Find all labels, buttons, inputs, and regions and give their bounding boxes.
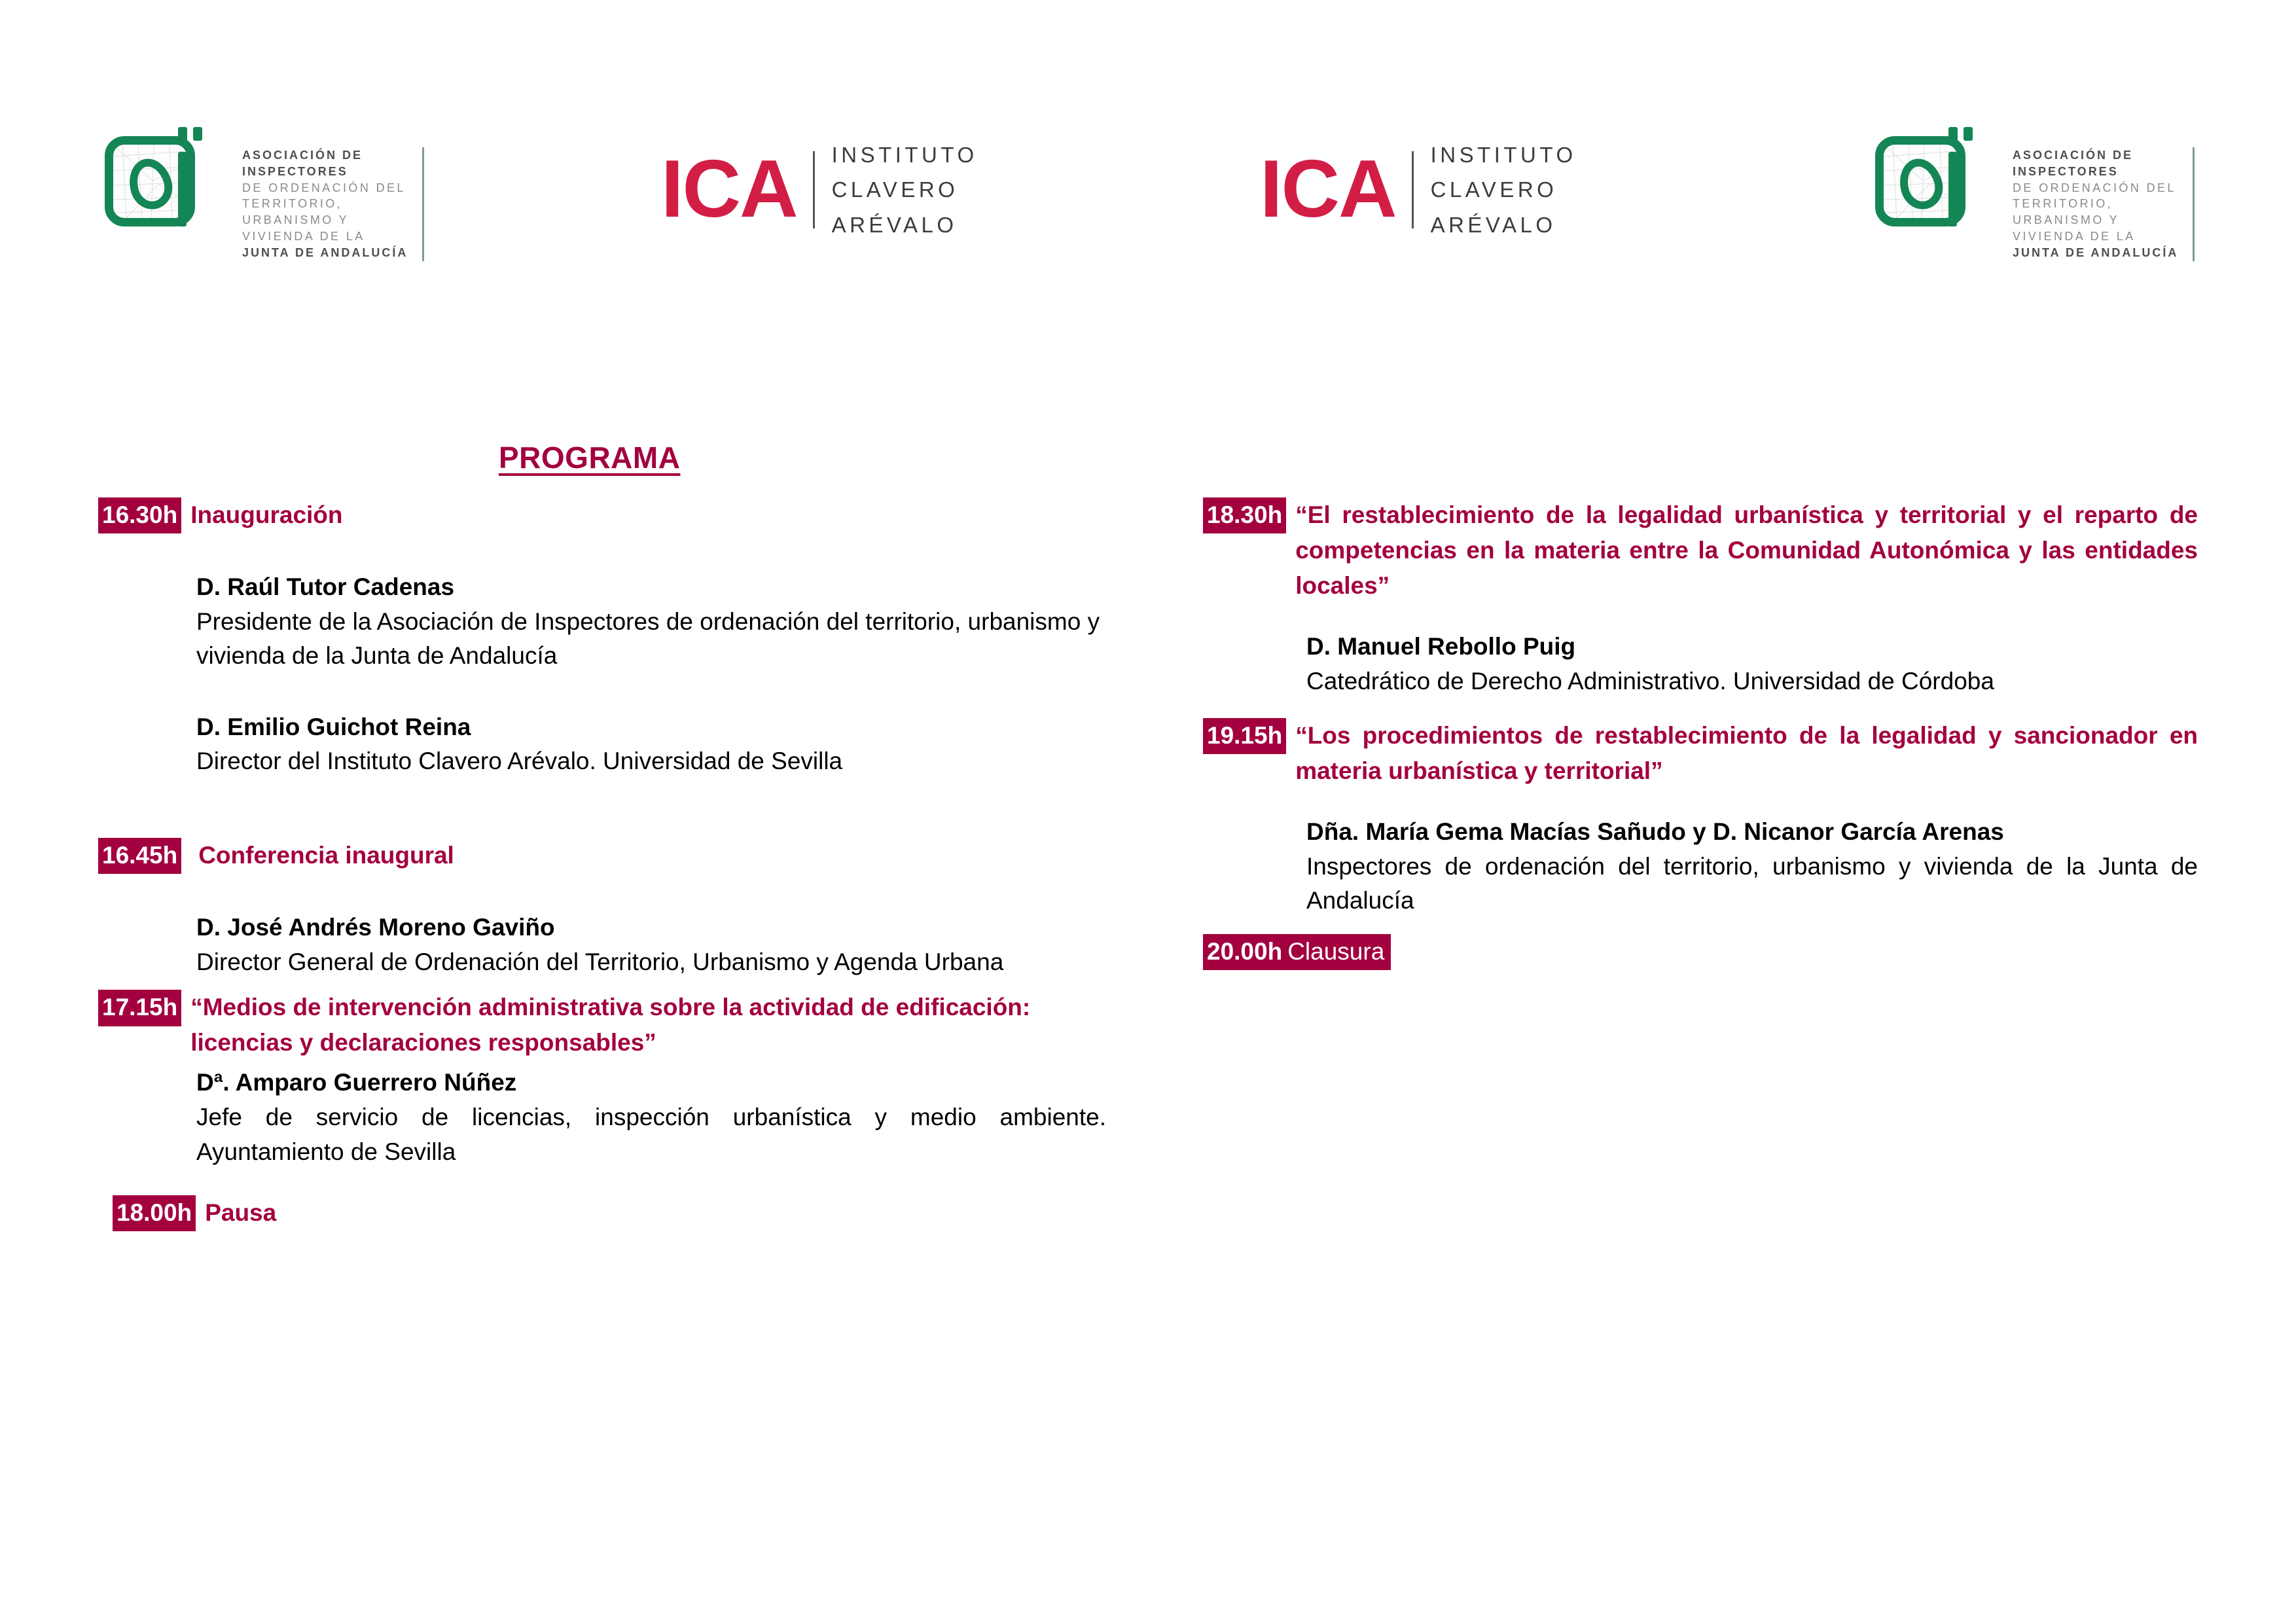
aiotuv-logo-text	[242, 147, 424, 261]
entry-topic: “El restablecimiento de la legalidad urbanística y territorial y el reparto de competencias en la materia entre la Comunidad Autonómica y las entidades locales”	[1295, 501, 2198, 600]
page-title: PROGRAMA	[499, 441, 681, 475]
program-entry-header	[1203, 718, 2198, 789]
ica-line-3: ARÉVALO	[1430, 212, 1556, 237]
aiotuv-line-6: VIVIENDA DE LA	[2013, 230, 2136, 244]
speaker-role: Director del Instituto Clavero Arévalo. Universidad de Sevilla	[196, 748, 843, 775]
ica-line-3: ARÉVALO	[831, 212, 958, 237]
speaker-block	[196, 710, 1106, 779]
speaker-block	[196, 570, 1106, 674]
program-entry	[98, 990, 1106, 1169]
ica-line-2: CLAVERO	[831, 177, 959, 202]
speaker-name: D. José Andrés Moreno Gaviño	[196, 914, 555, 941]
aiotuv-line-2: INSPECTORES	[2013, 164, 2119, 178]
time-badge: 18.30h	[1203, 497, 1286, 533]
time-badge: 16.30h	[98, 497, 181, 533]
program-entry	[1203, 718, 2198, 918]
aiotuv-line-7: JUNTA DE ANDALUCÍA	[242, 245, 408, 259]
speaker-name: D. Emilio Guichot Reina	[196, 713, 471, 740]
entry-topic: “Medios de intervención administrativa sobre la actividad de edificación: licencias y declaraciones responsables”	[190, 994, 1031, 1056]
aiotuv-logo-right	[1869, 111, 2195, 261]
time-badge: 19.15h	[1203, 718, 1286, 754]
speaker-name: D. Manuel Rebollo Puig	[1306, 633, 1576, 660]
entry-topic: Conferencia inaugural	[198, 842, 454, 869]
speaker-block	[1306, 630, 2198, 698]
program-entry-header	[98, 990, 1106, 1060]
speaker-role: Director General de Ordenación del Territorio, Urbanismo y Agenda Urbana	[196, 948, 1004, 975]
aiotuv-line-2: INSPECTORES	[242, 164, 348, 178]
program-entry-header	[98, 838, 1106, 874]
aiotuv-line-1: ASOCIACIÓN DE	[242, 149, 363, 162]
program-entry	[98, 838, 1106, 979]
program-entry	[98, 497, 1106, 779]
aiotuv-line-3: DE ORDENACIÓN DEL	[242, 181, 406, 194]
ica-wordmark-icon: ICA	[1260, 144, 1396, 235]
time-badge: 20.00h	[1203, 934, 1285, 970]
program-column-left	[98, 497, 1106, 1231]
aiotuv-line-4: TERRITORIO,	[242, 197, 343, 211]
speaker-role: Inspectores de ordenación del territorio, urbanismo y vivienda de la Junta de Andalucía	[1306, 852, 2198, 914]
ica-wordmark-icon: ICA	[661, 144, 797, 235]
aiotuv-logo-left	[98, 111, 424, 261]
divider	[1412, 151, 1414, 228]
speaker-block	[196, 911, 1106, 979]
time-badge: 18.00h	[113, 1195, 196, 1231]
aiotuv-logo-text	[2013, 147, 2195, 261]
ica-logo-1	[661, 137, 978, 242]
ica-logo-text	[1431, 137, 1577, 242]
entry-topic: “Los procedimientos de restablecimiento de la legalidad y sancionador en materia urbanística y territorial”	[1295, 722, 2198, 785]
aiotuv-line-5: URBANISMO Y	[242, 213, 350, 227]
entry-topic: Inauguración	[190, 501, 343, 528]
program-entry	[1203, 497, 2198, 698]
entry-topic: Clausura	[1285, 934, 1391, 970]
speaker-block	[1306, 815, 2198, 918]
aiotuv-line-1: ASOCIACIÓN DE	[2013, 149, 2134, 162]
ica-line-1: INSTITUTO	[1430, 143, 1577, 167]
speaker-name: Dª. Amparo Guerrero Núñez	[196, 1069, 517, 1096]
ica-logo-2	[1260, 137, 1577, 242]
ica-line-2: CLAVERO	[1430, 177, 1558, 202]
aiotuv-line-5: URBANISMO Y	[2013, 213, 2120, 227]
program-entry-header	[1203, 497, 2198, 604]
aoi-mark-icon	[1869, 111, 2000, 242]
speaker-name: Dña. María Gema Macías Sañudo y D. Nicanor García Arenas	[1306, 818, 2004, 846]
aiotuv-line-3: DE ORDENACIÓN DEL	[2013, 181, 2176, 194]
program-entry-header	[113, 1195, 1106, 1231]
aiotuv-line-4: TERRITORIO,	[2013, 197, 2113, 211]
program-entry-header	[1203, 934, 2198, 970]
aiotuv-line-7: JUNTA DE ANDALUCÍA	[2013, 245, 2179, 259]
time-badge: 17.15h	[98, 990, 181, 1026]
speaker-role: Presidente de la Asociación de Inspectores de ordenación del territorio, urbanismo y vivienda de la Junta de Andalucía	[196, 607, 1100, 670]
speaker-role: Catedrático de Derecho Administrativo. Universidad de Córdoba	[1306, 667, 1994, 695]
speaker-block	[196, 1066, 1106, 1169]
speaker-name: D. Raúl Tutor Cadenas	[196, 573, 455, 601]
aiotuv-line-6: VIVIENDA DE LA	[242, 230, 365, 244]
time-badge: 16.45h	[98, 838, 181, 874]
program-entry-header	[98, 497, 1106, 533]
entry-topic: Pausa	[205, 1199, 277, 1227]
speaker-role: Jefe de servicio de licencias, inspección urbanística y medio ambiente. Ayuntamiento de Sevilla	[196, 1104, 1106, 1165]
ica-logo-text	[832, 137, 978, 242]
logo-bar	[0, 111, 2296, 295]
program-entry	[98, 1195, 1106, 1231]
program-column-right	[1203, 497, 2198, 970]
program-entry	[1203, 934, 2198, 970]
aoi-mark-icon	[98, 111, 229, 242]
divider	[813, 151, 815, 228]
ica-line-1: INSTITUTO	[831, 143, 978, 167]
